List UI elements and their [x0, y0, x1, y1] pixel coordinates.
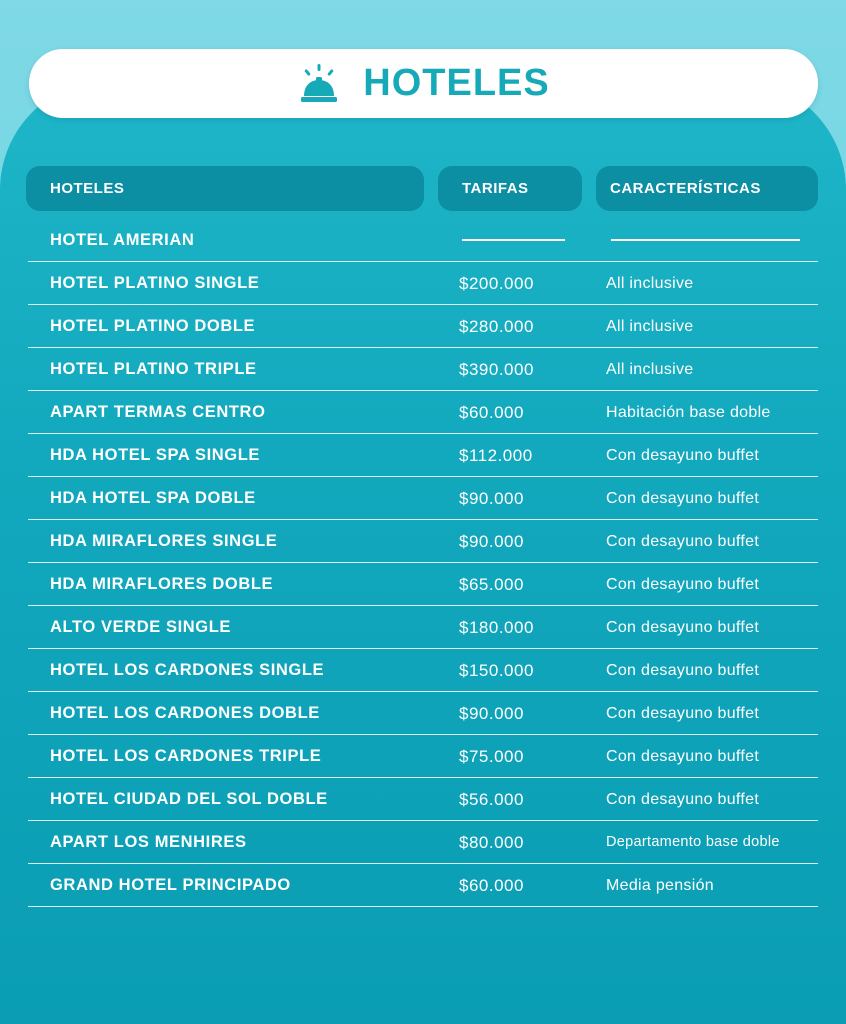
- hotel-features: All inclusive: [606, 318, 694, 335]
- column-header-hotels: HOTELES: [26, 166, 424, 211]
- hotel-name: HOTEL CIUDAD DEL SOL DOBLE: [50, 790, 328, 808]
- table-row: [28, 692, 818, 735]
- table-row: [28, 606, 818, 649]
- hotel-features: Con desayuno buffet: [606, 576, 760, 593]
- hotel-name: ALTO VERDE SINGLE: [50, 618, 232, 636]
- table-row: [28, 864, 818, 907]
- hotel-features: Con desayuno buffet: [606, 447, 760, 464]
- hotel-rate: $75.000: [459, 747, 524, 766]
- empty-features-dash: [611, 239, 800, 241]
- hotel-rate: $180.000: [459, 618, 534, 637]
- hotel-rate: $280.000: [459, 317, 534, 336]
- hotel-name: HOTEL LOS CARDONES TRIPLE: [50, 747, 322, 765]
- empty-rate-dash: [462, 239, 565, 241]
- page-title: HOTELES: [363, 62, 550, 104]
- table-row: [28, 778, 818, 821]
- hotel-rate: $150.000: [459, 661, 534, 680]
- hotel-features: Con desayuno buffet: [606, 490, 760, 507]
- hotel-rate: $80.000: [459, 833, 524, 852]
- table-row: [28, 477, 818, 520]
- hotel-name: HDA HOTEL SPA SINGLE: [50, 446, 261, 464]
- title-banner: [29, 49, 818, 118]
- hotel-name: GRAND HOTEL PRINCIPADO: [50, 876, 291, 894]
- hotel-rate: $90.000: [459, 489, 524, 508]
- hotel-name: HOTEL AMERIAN: [50, 231, 195, 249]
- table-row: [28, 219, 818, 262]
- table-row: [28, 348, 818, 391]
- hotel-features: Habitación base doble: [606, 404, 771, 421]
- hotel-name: HOTEL LOS CARDONES DOBLE: [50, 704, 320, 722]
- hotel-features: Con desayuno buffet: [606, 748, 760, 765]
- hotel-name: HOTEL PLATINO SINGLE: [50, 274, 260, 292]
- hotel-features: Media pensión: [606, 877, 714, 894]
- hotel-name: APART TERMAS CENTRO: [50, 403, 266, 421]
- hotel-name: APART LOS MENHIRES: [50, 833, 247, 851]
- table-row: [28, 563, 818, 606]
- hotel-features: All inclusive: [606, 275, 694, 292]
- hotel-name: HOTEL PLATINO TRIPLE: [50, 360, 257, 378]
- hotel-rate: $65.000: [459, 575, 524, 594]
- hotel-rate: $112.000: [459, 446, 533, 465]
- hotel-name: HOTEL LOS CARDONES SINGLE: [50, 661, 325, 679]
- hotel-features: Con desayuno buffet: [606, 533, 760, 550]
- hotel-rate: $390.000: [459, 360, 534, 379]
- hotel-features: Departamento base doble: [606, 834, 780, 850]
- column-header-features: CARACTERÍSTICAS: [596, 166, 818, 211]
- table-row: [28, 520, 818, 563]
- hotel-name: HDA MIRAFLORES DOBLE: [50, 575, 274, 593]
- hotel-rate: $90.000: [459, 532, 524, 551]
- table-row: [28, 262, 818, 305]
- table-row: [28, 735, 818, 778]
- hotel-rate: $60.000: [459, 876, 524, 895]
- table-row: [28, 434, 818, 477]
- hotel-table: [28, 219, 818, 907]
- service-bell-icon: [297, 62, 341, 106]
- hotel-features: Con desayuno buffet: [606, 791, 760, 808]
- hotel-features: Con desayuno buffet: [606, 705, 760, 722]
- hotel-rate: $90.000: [459, 704, 524, 723]
- table-row: [28, 305, 818, 348]
- hotel-name: HDA HOTEL SPA DOBLE: [50, 489, 256, 507]
- hotel-features: Con desayuno buffet: [606, 619, 760, 636]
- hotel-name: HOTEL PLATINO DOBLE: [50, 317, 256, 335]
- table-row: [28, 821, 818, 864]
- hotel-rate: $60.000: [459, 403, 524, 422]
- hotel-rate: $200.000: [459, 274, 534, 293]
- table-row: [28, 649, 818, 692]
- column-header-rates: TARIFAS: [438, 166, 582, 211]
- hotel-features: Con desayuno buffet: [606, 662, 760, 679]
- hotel-rate: $56.000: [459, 790, 524, 809]
- hotel-name: HDA MIRAFLORES SINGLE: [50, 532, 278, 550]
- hotel-features: All inclusive: [606, 361, 694, 378]
- table-row: [28, 391, 818, 434]
